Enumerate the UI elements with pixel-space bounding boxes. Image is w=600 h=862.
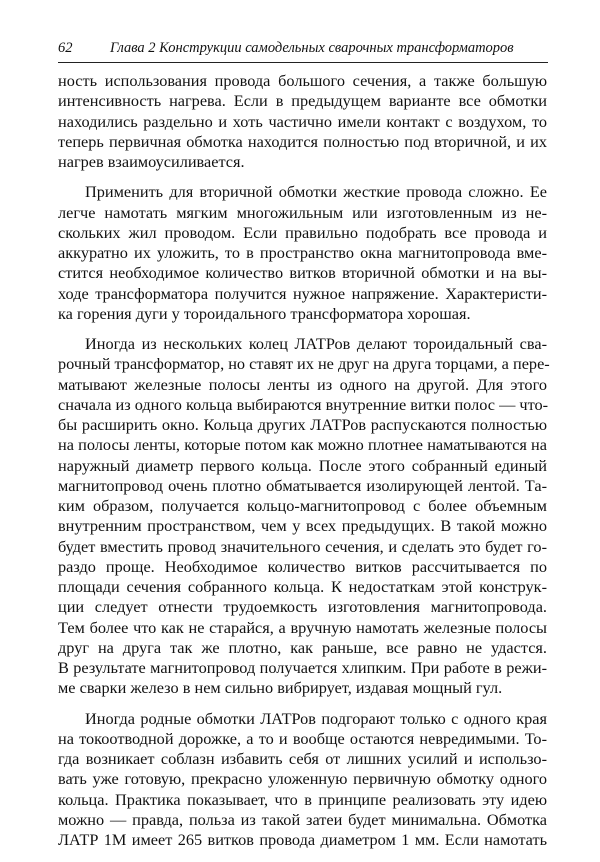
text-line: вать уже готовую, прекрасно уложенную первичную обмотку одного bbox=[58, 769, 547, 789]
text-line: внутренним пространством, чем у всех предыдущих. В такой можно bbox=[58, 516, 547, 536]
page-number: 62 bbox=[58, 40, 73, 56]
text-line: матывают железные полосы ленты из одного на другой. Для этого bbox=[58, 374, 547, 394]
text-line: находились раздельно и хоть частично имели контакт с воздухом, то bbox=[58, 111, 547, 131]
text-line: рочный трансформатор, но ставят их не друг на друга торцами, а пере- bbox=[58, 354, 550, 374]
text-line: Иногда из нескольких колец ЛАТРов делают тороидальный сва- bbox=[85, 334, 547, 353]
text-line: интенсивность нагрева. Если в предыдущем варианте все обмотки bbox=[58, 91, 547, 111]
text-line: наружный диаметр первого кольца. После этого собранный единый bbox=[58, 455, 547, 475]
page-body bbox=[58, 71, 550, 850]
text-line: ЛАТР 1М имеет 265 витков провода диаметром 1 мм. Если намотать bbox=[58, 830, 547, 849]
running-title: Глава 2 Конструкции самодельных сварочных трансформаторов bbox=[110, 40, 514, 56]
text-line: площади сечения собранного кольца. К недостаткам этой конструк- bbox=[58, 577, 547, 596]
text-line: ходе трансформатора получится нужное напряжение. Характеристи- bbox=[58, 283, 547, 303]
paragraph-gap bbox=[58, 172, 547, 182]
text-line: бы расширить окно. Кольца других ЛАТРов распускаются полностью bbox=[58, 415, 547, 434]
text-line: В результате магнитопровод получается хлипким. При работе в режи- bbox=[58, 658, 547, 677]
text-line: кольца. Практика показывает, что в принципе реализовать эту идею bbox=[58, 789, 547, 809]
text-line: нагрев взаимоусиливается. bbox=[58, 152, 245, 171]
text-line: ким образом, получается кольцо-магнитопровод с более объемным bbox=[58, 496, 547, 515]
text-line: сначала из одного кольца выбираются внутренние витки полос — что- bbox=[58, 394, 549, 414]
text-line: на полосы ленты, которые потом как можно плотнее наматываются на bbox=[58, 435, 547, 455]
paragraph bbox=[58, 71, 547, 172]
header-divider bbox=[58, 62, 548, 63]
text-line: скольких жил проводом. Если правильно подобрать все провода и bbox=[58, 222, 547, 242]
text-line: стится необходимое количество витков вторичной обмотки и на вы- bbox=[58, 263, 547, 283]
text-line: ность использования провода большого сечения, а также большую bbox=[58, 71, 547, 90]
text-line: можно — правда, польза из такой затеи будет минимальна. Обмотка bbox=[58, 809, 547, 829]
text-line: теперь первичная обмотка находится полностью под вторичной, и их bbox=[58, 131, 547, 151]
text-line: друг на друга так же плотно, как раньше, все равно не удастся. bbox=[58, 637, 547, 657]
paragraph bbox=[58, 334, 550, 699]
text-line: ме сварки железо в нем сильно вибрирует, издавая мощный гул. bbox=[58, 678, 503, 698]
text-line: аккуратно их уложить, то в пространство окна магнитопровода вме- bbox=[58, 243, 547, 262]
text-line: раздо проще. Необходимое количество витков рассчитывается по bbox=[58, 556, 547, 576]
text-line: Тем более что как не старайся, а вручную намотать железные полосы bbox=[58, 617, 547, 637]
text-line: ка горения дуги у тороидального трансформатора хорошая. bbox=[58, 303, 471, 323]
paragraph bbox=[58, 709, 547, 851]
text-line: легче намотать мягким многожильным или изготовленным из не- bbox=[58, 202, 547, 222]
text-line: Применить для вторичной обмотки жесткие провода сложно. Ее bbox=[85, 182, 547, 202]
text-line: ции следует отнести трудоемкость изготовления магнитопровода. bbox=[58, 597, 547, 617]
text-line: на токоотводной дорожке, а то и вообще остаются невредимыми. То- bbox=[58, 728, 547, 748]
paragraph-gap bbox=[58, 699, 547, 709]
paragraph bbox=[58, 182, 547, 324]
text-line: Иногда родные обмотки ЛАТРов подгорают только с одного края bbox=[85, 708, 547, 728]
text-line: магнитопровод очень плотно обматывается изолирующей лентой. Та- bbox=[58, 475, 547, 495]
page-header bbox=[58, 38, 548, 62]
text-line: будет вместить провод значительного сечения, и сделать это будет го- bbox=[58, 536, 547, 556]
text-line: гда возникает соблазн избавить себя от лишних усилий и использо- bbox=[58, 749, 547, 768]
paragraph-gap bbox=[58, 324, 547, 334]
